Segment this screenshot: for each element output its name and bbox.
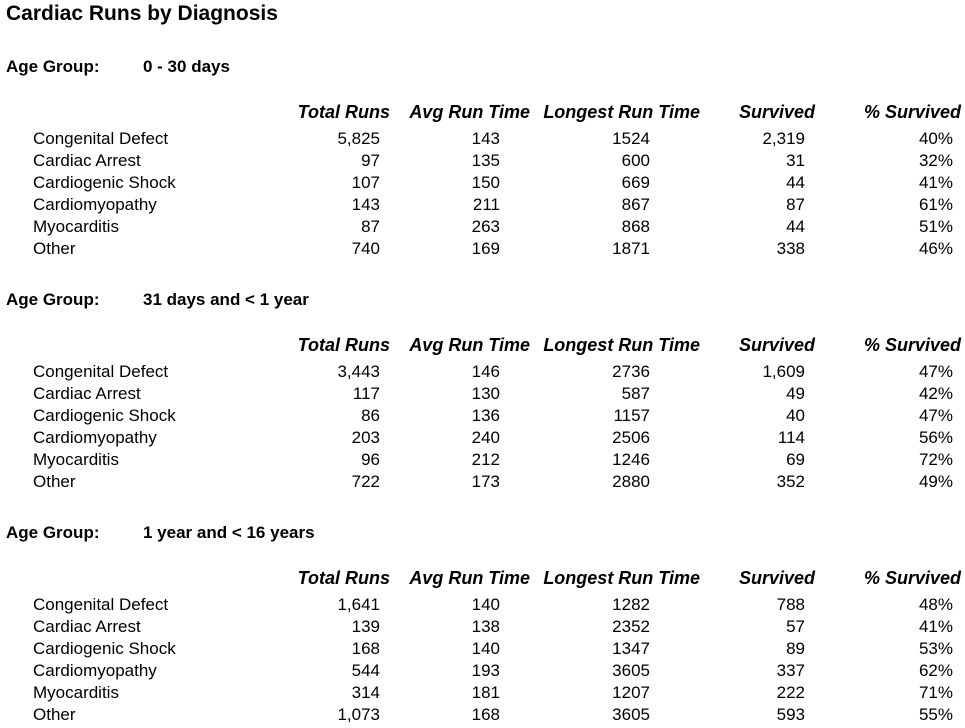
avg-run-time-cell: 181 — [471, 683, 500, 702]
table-row — [0, 238, 965, 260]
diagnosis-name: Cardiac Arrest — [33, 151, 141, 170]
header-pct-survived: % Survived — [863, 568, 961, 588]
header-avg-run-time: Avg Run Time — [409, 568, 530, 588]
diagnosis-name: Myocarditis — [33, 217, 119, 236]
pct-survived-cell: 55% — [918, 705, 953, 724]
header-survived: Survived — [738, 102, 815, 122]
total-runs-cell: 117 — [352, 384, 380, 403]
diagnosis-name: Cardiogenic Shock — [33, 173, 176, 192]
age-group-label: Age Group: — [6, 57, 100, 76]
avg-run-time-cell: 169 — [471, 239, 500, 258]
diagnosis-name: Other — [33, 472, 76, 491]
table-row — [0, 405, 965, 427]
longest-run-time-cell: 3605 — [612, 705, 650, 724]
diagnosis-name: Cardiomyopathy — [33, 428, 157, 447]
table-row — [0, 358, 965, 383]
survived-cell: 57 — [786, 617, 805, 636]
longest-run-time-cell: 1207 — [612, 683, 650, 702]
longest-run-time-cell: 2736 — [612, 362, 650, 381]
diagnosis-name: Other — [33, 705, 76, 724]
pct-survived-cell: 62% — [918, 661, 953, 680]
pct-survived-cell: 41% — [918, 617, 953, 636]
header-longest-run-time: Longest Run Time — [543, 568, 700, 588]
header-pct-survived: % Survived — [863, 335, 961, 355]
total-runs-cell: 96 — [361, 450, 380, 469]
pct-survived-cell: 61% — [918, 195, 953, 214]
total-runs-cell: 143 — [351, 195, 380, 214]
header-survived: Survived — [738, 568, 815, 588]
longest-run-time-cell: 1246 — [612, 450, 650, 469]
pct-survived-cell: 46% — [918, 239, 953, 258]
avg-run-time-cell: 136 — [471, 406, 500, 425]
avg-run-time-cell: 150 — [471, 173, 500, 192]
total-runs-cell: 314 — [351, 683, 380, 702]
table-row — [0, 172, 965, 194]
total-runs-cell: 722 — [351, 472, 380, 491]
table-row — [0, 125, 965, 150]
avg-run-time-cell: 135 — [471, 151, 500, 170]
pct-survived-cell: 49% — [918, 472, 953, 491]
age-group-value: 31 days and < 1 year — [143, 290, 309, 309]
pct-survived-cell: 41% — [918, 173, 953, 192]
total-runs-cell: 87 — [361, 217, 380, 236]
table-row — [0, 471, 965, 493]
diagnosis-table — [0, 565, 965, 726]
survived-cell: 87 — [786, 195, 805, 214]
diagnosis-name: Other — [33, 239, 76, 258]
age-group-value: 1 year and < 16 years — [143, 523, 315, 542]
table-row — [0, 150, 965, 172]
pct-survived-cell: 32% — [918, 151, 953, 170]
longest-run-time-cell: 600 — [621, 151, 650, 170]
pct-survived-cell: 42% — [918, 384, 953, 403]
longest-run-time-cell: 2880 — [612, 472, 650, 491]
avg-run-time-cell: 130 — [471, 384, 500, 403]
table-row — [0, 383, 965, 405]
longest-run-time-cell: 1157 — [613, 406, 650, 425]
longest-run-time-cell: 669 — [621, 173, 650, 192]
avg-run-time-cell: 138 — [471, 617, 500, 636]
avg-run-time-cell: 212 — [471, 450, 500, 469]
table-header-row — [0, 99, 965, 125]
pct-survived-cell: 53% — [918, 639, 953, 658]
total-runs-cell: 3,443 — [337, 362, 380, 381]
diagnosis-name: Cardiomyopathy — [33, 661, 157, 680]
table-row — [0, 194, 965, 216]
diagnosis-name: Congenital Defect — [33, 129, 169, 148]
total-runs-cell: 1,073 — [337, 705, 380, 724]
survived-cell: 222 — [776, 683, 805, 702]
longest-run-time-cell: 867 — [621, 195, 650, 214]
diagnosis-name: Congenital Defect — [33, 362, 169, 381]
table-row — [0, 427, 965, 449]
survived-cell: 44 — [786, 217, 805, 236]
table-header-row — [0, 332, 965, 358]
diagnosis-name: Congenital Defect — [33, 595, 169, 614]
avg-run-time-cell: 143 — [471, 129, 500, 148]
longest-run-time-cell: 1871 — [612, 239, 650, 258]
age-group-label: Age Group: — [6, 290, 100, 309]
diagnosis-name: Cardiomyopathy — [33, 195, 157, 214]
table-row — [0, 638, 965, 660]
survived-cell: 593 — [776, 705, 805, 724]
table-row — [0, 704, 965, 726]
header-longest-run-time: Longest Run Time — [543, 335, 700, 355]
survived-cell: 788 — [776, 595, 805, 614]
avg-run-time-cell: 173 — [471, 472, 500, 491]
header-survived: Survived — [738, 335, 815, 355]
survived-cell: 338 — [776, 239, 805, 258]
diagnosis-name: Cardiac Arrest — [33, 384, 141, 403]
longest-run-time-cell: 1524 — [612, 129, 650, 148]
avg-run-time-cell: 140 — [471, 639, 500, 658]
total-runs-cell: 107 — [351, 173, 380, 192]
avg-run-time-cell: 146 — [471, 362, 500, 381]
survived-cell: 114 — [777, 428, 805, 447]
survived-cell: 352 — [776, 472, 805, 491]
table-header-row — [0, 565, 965, 591]
total-runs-cell: 203 — [351, 428, 380, 447]
pct-survived-cell: 47% — [918, 362, 953, 381]
diagnosis-name: Cardiogenic Shock — [33, 639, 176, 658]
total-runs-cell: 86 — [361, 406, 380, 425]
survived-cell: 2,319 — [762, 129, 805, 148]
header-avg-run-time: Avg Run Time — [409, 102, 530, 122]
avg-run-time-cell: 193 — [471, 661, 500, 680]
header-avg-run-time: Avg Run Time — [409, 335, 530, 355]
report-title: Cardiac Runs by Diagnosis — [6, 2, 278, 25]
survived-cell: 44 — [786, 173, 805, 192]
pct-survived-cell: 40% — [918, 129, 953, 148]
longest-run-time-cell: 1347 — [612, 639, 650, 658]
diagnosis-table — [0, 332, 965, 493]
pct-survived-cell: 51% — [918, 217, 953, 236]
total-runs-cell: 544 — [351, 661, 380, 680]
longest-run-time-cell: 868 — [621, 217, 650, 236]
survived-cell: 69 — [786, 450, 805, 469]
diagnosis-name: Myocarditis — [33, 450, 119, 469]
avg-run-time-cell: 168 — [471, 705, 500, 724]
pct-survived-cell: 48% — [918, 595, 953, 614]
avg-run-time-cell: 240 — [471, 428, 500, 447]
longest-run-time-cell: 2352 — [612, 617, 650, 636]
survived-cell: 1,609 — [762, 362, 805, 381]
longest-run-time-cell: 2506 — [612, 428, 650, 447]
avg-run-time-cell: 140 — [471, 595, 500, 614]
table-row — [0, 591, 965, 616]
header-longest-run-time: Longest Run Time — [543, 102, 700, 122]
avg-run-time-cell: 211 — [472, 195, 500, 214]
table-row — [0, 449, 965, 471]
total-runs-cell: 5,825 — [337, 129, 380, 148]
diagnosis-name: Cardiac Arrest — [33, 617, 141, 636]
header-total-runs: Total Runs — [297, 102, 390, 122]
survived-cell: 89 — [786, 639, 805, 658]
total-runs-cell: 740 — [351, 239, 380, 258]
header-total-runs: Total Runs — [297, 335, 390, 355]
table-row — [0, 616, 965, 638]
table-row — [0, 216, 965, 238]
total-runs-cell: 168 — [351, 639, 380, 658]
survived-cell: 31 — [786, 151, 805, 170]
pct-survived-cell: 47% — [918, 406, 953, 425]
header-total-runs: Total Runs — [297, 568, 390, 588]
longest-run-time-cell: 587 — [621, 384, 650, 403]
pct-survived-cell: 56% — [918, 428, 953, 447]
age-group-label: Age Group: — [6, 523, 100, 542]
total-runs-cell: 1,641 — [337, 595, 380, 614]
table-row — [0, 682, 965, 704]
avg-run-time-cell: 263 — [471, 217, 500, 236]
diagnosis-table — [0, 99, 965, 260]
total-runs-cell: 139 — [351, 617, 380, 636]
age-group-value: 0 - 30 days — [143, 57, 230, 76]
header-pct-survived: % Survived — [863, 102, 961, 122]
longest-run-time-cell: 3605 — [612, 661, 650, 680]
diagnosis-name: Cardiogenic Shock — [33, 406, 176, 425]
table-row — [0, 660, 965, 682]
survived-cell: 40 — [786, 406, 805, 425]
total-runs-cell: 97 — [361, 151, 380, 170]
pct-survived-cell: 71% — [918, 683, 953, 702]
survived-cell: 49 — [786, 384, 805, 403]
longest-run-time-cell: 1282 — [612, 595, 650, 614]
survived-cell: 337 — [776, 661, 805, 680]
pct-survived-cell: 72% — [918, 450, 953, 469]
diagnosis-name: Myocarditis — [33, 683, 119, 702]
